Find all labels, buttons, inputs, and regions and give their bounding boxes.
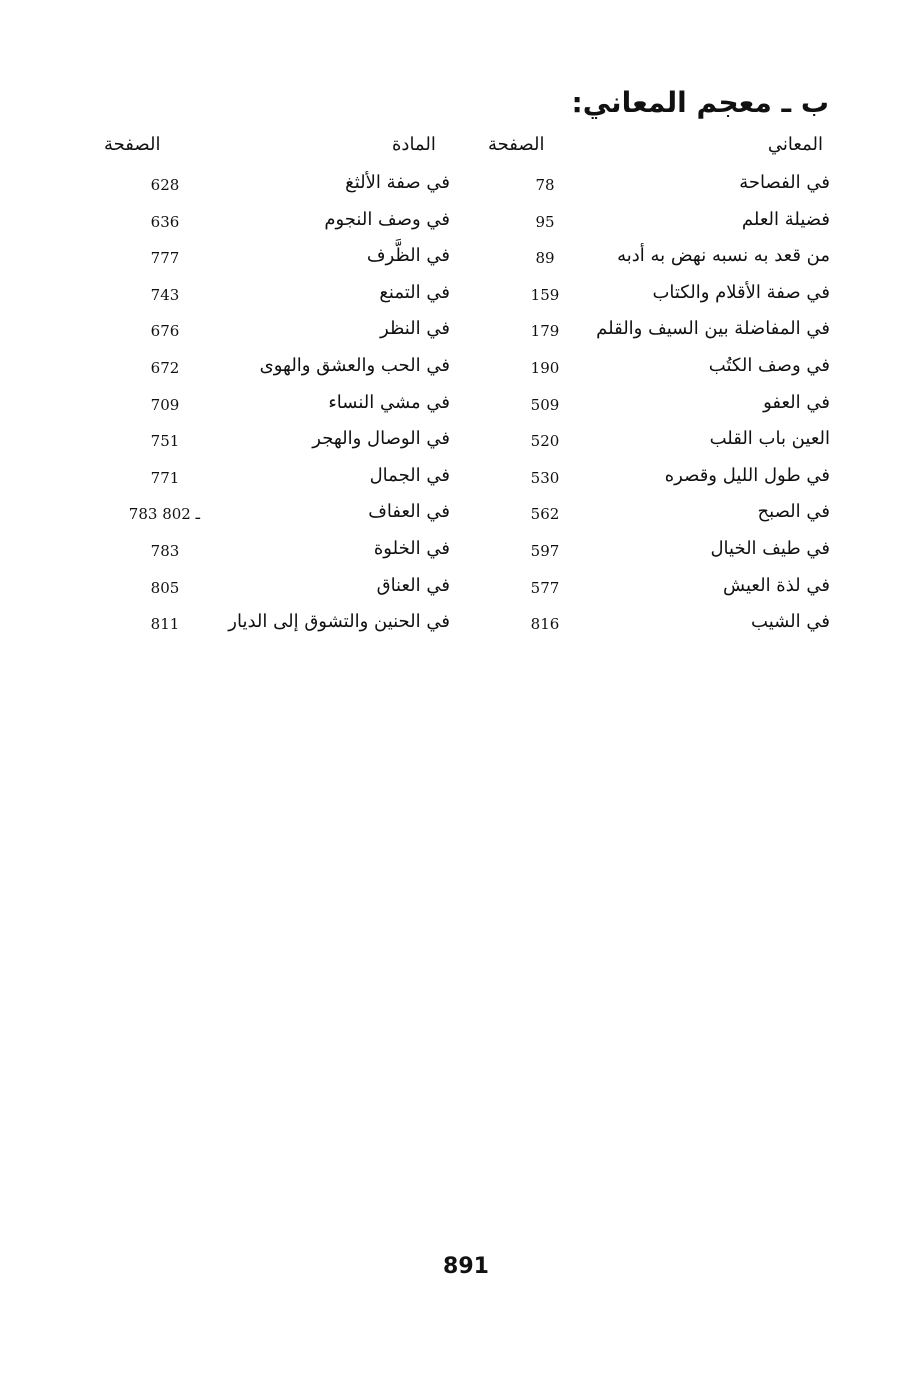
index-row — [80, 241, 450, 278]
index-row — [500, 497, 830, 534]
index-entry: في طيف الخيال — [710, 537, 830, 559]
index-page-number: 577 — [530, 578, 560, 597]
index-entry: في صفة الألثغ — [345, 172, 450, 193]
right-col-header-meaning: المعاني — [767, 134, 823, 155]
index-row — [500, 351, 830, 388]
left-col-header-page: الصفحة — [104, 134, 161, 155]
index-entry: في الفصاحة — [739, 172, 830, 193]
index-page-number: 562 — [530, 505, 560, 524]
index-entry: في الظَّرف — [366, 245, 450, 267]
index-page-number: 771 — [150, 468, 180, 487]
index-entry: في العفو — [763, 391, 830, 413]
index-entry: في الوصال والهجر — [312, 428, 450, 450]
index-entry: في النظر — [380, 318, 450, 340]
index-row — [500, 241, 830, 278]
index-page-number: 805 — [150, 578, 180, 597]
index-entry: في صفة الأقلام والكتاب — [652, 281, 830, 303]
index-entry: في التمنع — [379, 281, 450, 303]
index-row — [80, 424, 450, 461]
index-entry: في الحنين والتشوق إلى الديار — [228, 611, 450, 633]
index-row — [500, 278, 830, 315]
index-row — [500, 534, 830, 571]
meanings-index-left — [80, 168, 450, 644]
index-page-number: 672 — [150, 358, 180, 377]
index-entry: في العفاف — [368, 501, 450, 523]
index-entry: في وصف النجوم — [324, 208, 450, 230]
index-row — [500, 607, 830, 644]
index-entry: في طول الليل وقصره — [664, 464, 830, 486]
index-page-number: 777 — [150, 249, 180, 268]
index-page-number: 751 — [150, 432, 180, 451]
index-entry: في المفاضلة بين السيف والقلم — [596, 318, 830, 340]
index-page-number: 783 ـ 802 — [128, 505, 200, 524]
index-row — [500, 571, 830, 608]
index-page-number: 159 — [530, 285, 560, 304]
index-entry: في الصبح — [757, 501, 830, 523]
index-row — [80, 497, 450, 534]
index-page-number: 509 — [530, 395, 560, 414]
index-row — [80, 534, 450, 571]
index-entry: في الجمال — [369, 464, 450, 486]
page-number: 891 — [443, 1254, 489, 1279]
index-row — [80, 314, 450, 351]
index-entry: من قعد به نسبه نهض به أدبه — [617, 245, 830, 267]
right-col-header-page: الصفحة — [488, 134, 545, 155]
index-page-number: 530 — [530, 468, 560, 487]
index-row — [80, 278, 450, 315]
index-page-number: 816 — [530, 615, 560, 634]
index-page-number: 89 — [535, 249, 555, 268]
index-page-number: 78 — [535, 176, 555, 194]
index-row — [80, 461, 450, 498]
index-page-number: 676 — [150, 322, 180, 341]
section-heading: ب ـ معجم المعاني: — [571, 86, 829, 119]
index-row — [80, 607, 450, 644]
index-row — [500, 461, 830, 498]
index-row — [500, 168, 830, 205]
index-entry: في العناق — [376, 574, 450, 596]
index-row — [80, 571, 450, 608]
index-entry: في الحب والعشق والهوى — [259, 354, 450, 376]
index-entry: في الخلوة — [373, 537, 450, 559]
index-page-number: 597 — [530, 541, 560, 560]
index-row — [80, 388, 450, 425]
index-entry: في مشي النساء — [328, 391, 450, 413]
index-page-number: 636 — [150, 212, 180, 231]
index-page-number: 709 — [150, 395, 180, 414]
index-row — [500, 388, 830, 425]
meanings-index-right — [500, 168, 830, 644]
index-entry: فضيلة العلم — [741, 208, 830, 230]
index-page-number: 783 — [150, 541, 180, 560]
index-row — [80, 205, 450, 242]
index-row — [80, 351, 450, 388]
index-entry: في الشيب — [751, 611, 830, 633]
index-page-number: 190 — [530, 358, 560, 377]
index-row — [500, 424, 830, 461]
index-page-number: 743 — [150, 285, 180, 304]
index-row — [500, 205, 830, 242]
index-page-number: 520 — [530, 432, 560, 451]
index-row — [80, 168, 450, 205]
index-page-number: 811 — [150, 615, 180, 634]
left-col-header-subject: المادة — [392, 134, 436, 155]
index-page-number: 628 — [150, 176, 180, 194]
index-entry: العين باب القلب — [709, 428, 830, 450]
index-page-number: 95 — [535, 212, 555, 231]
index-row — [500, 314, 830, 351]
index-entry: في لذة العيش — [723, 574, 830, 596]
index-entry: في وصف الكتُب — [708, 354, 830, 376]
index-page-number: 179 — [530, 322, 560, 341]
